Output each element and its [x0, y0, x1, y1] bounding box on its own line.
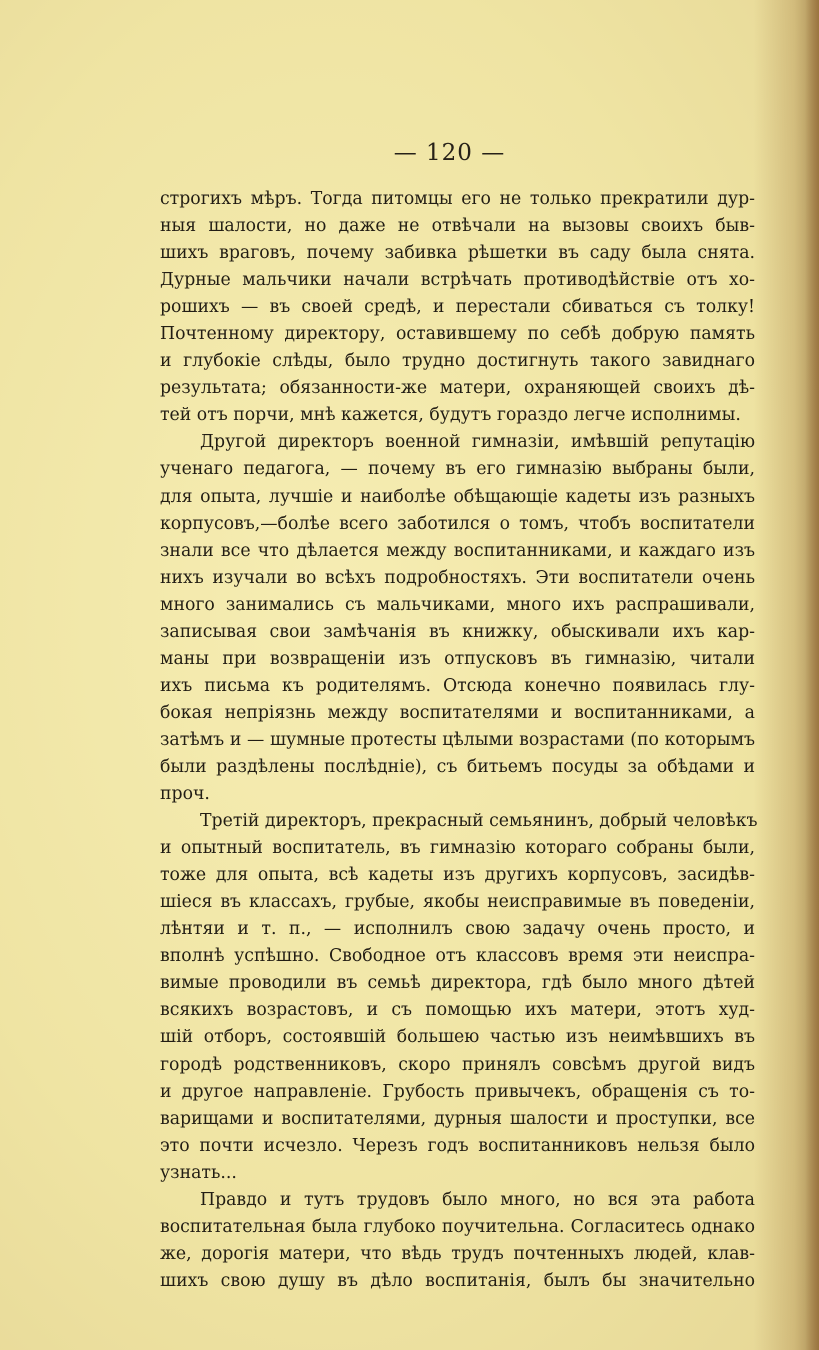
text-line: Дурные мальчики начали встрѣчать противодѣйствіе отъ хо-	[160, 270, 755, 291]
text-line: проч.	[160, 784, 210, 805]
text-line: ихъ письма къ родителямъ. Отсюда конечно появилась глу-	[160, 675, 755, 696]
text-line: маны при возвращеніи изъ отпусковъ въ гимназію, читали	[160, 648, 755, 669]
body-text	[160, 186, 758, 1295]
text-line: Другой директоръ военной гимназіи, имѣвшій репутацію	[200, 432, 755, 453]
text-line: Почтенному директору, оставившему по себѣ добрую память	[160, 324, 755, 345]
text-line: и опытный воспитатель, въ гимназію котораго собраны были,	[160, 838, 755, 859]
text-line: вимые проводили въ семьѣ директора, гдѣ было много дѣтей	[160, 973, 755, 994]
text-line: шій отборъ, состоявшій большею частью изъ неимѣвшихъ въ	[160, 1027, 755, 1048]
text-line: рошихъ — въ своей средѣ, и перестали сбиваться съ толку!	[160, 297, 755, 318]
text-line: тоже для опыта, всѣ кадеты изъ другихъ корпусовъ, засидѣв-	[160, 865, 755, 886]
text-line: бокая непріязнь между воспитателями и воспитанниками, а	[160, 702, 755, 723]
page-edge-shadow	[805, 0, 819, 1350]
text-line: строгихъ мѣръ. Тогда питомцы его не только прекратили дур-	[160, 189, 755, 209]
text-line: шихъ свою душу въ дѣло воспитанія, былъ бы значительно	[160, 1270, 755, 1291]
text-line: лѣнтяи и т. п., — исполнилъ свою задачу очень просто, и	[160, 919, 755, 940]
text-line: корпусовъ,—болѣе всего заботился о томъ, чтобъ воспитатели	[160, 513, 755, 534]
text-line: затѣмъ и — шумные протесты цѣлыми возрастами (по которымъ	[160, 729, 755, 750]
text-line: ученаго педагога, — почему въ его гимназію выбраны были,	[160, 459, 755, 480]
text-line: для опыта, лучшіе и наиболѣе обѣщающіе кадеты изъ разныхъ	[160, 486, 755, 507]
text-line: записывая свои замѣчанія въ книжку, обыскивали ихъ кар-	[160, 621, 755, 642]
text-line: узнать...	[160, 1162, 237, 1183]
text-line: тей отъ порчи, мнѣ кажется, будутъ гораздо легче исполнимы.	[160, 405, 741, 426]
text-line: результата; обязанности-же матери, охраняющей своихъ дѣ-	[160, 378, 755, 399]
text-line: же, дорогія матери, что вѣдь трудъ почтенныхъ людей, клав-	[160, 1243, 755, 1264]
text-line: воспитательная была глубоко поучительна. Согласитесь однако	[160, 1216, 755, 1237]
text-line: шіеся въ классахъ, грубые, якобы неисправимые въ поведеніи,	[160, 892, 755, 913]
text-line: всякихъ возрастовъ, и съ помощью ихъ матери, этотъ худ-	[160, 1000, 755, 1021]
text-line: вполнѣ успѣшно. Свободное отъ классовъ время эти неиспра-	[160, 946, 755, 967]
text-line: были раздѣлены послѣдніе), съ битьемъ посуды за обѣдами и	[160, 756, 755, 777]
text-line: и другое направленіе. Грубость привычекъ, обращенія съ то-	[160, 1081, 755, 1102]
text-line: городѣ родственниковъ, скоро принялъ совсѣмъ другой видъ	[160, 1054, 755, 1075]
text-line: ныя шалости, но даже не отвѣчали на вызовы своихъ быв-	[160, 216, 755, 237]
text-line: варищами и воспитателями, дурныя шалости и проступки, все	[160, 1108, 755, 1129]
text-line: много занимались съ мальчиками, много ихъ распрашивали,	[160, 594, 755, 615]
text-line: Третій директоръ, прекрасный семьянинъ, добрый человѣкъ	[200, 811, 758, 832]
text-line: Правдо и тутъ трудовъ было много, но вся эта работа	[200, 1189, 755, 1210]
text-line: нихъ изучали во всѣхъ подробностяхъ. Эти воспитатели очень	[160, 567, 755, 588]
page-number: — 120 —	[393, 140, 506, 166]
text-line: это почти исчезло. Черезъ годъ воспитанниковъ нельзя было	[160, 1135, 755, 1156]
text-line: знали все что дѣлается между воспитанниками, и каждаго изъ	[160, 540, 755, 561]
text-line: шихъ враговъ, почему забивка рѣшетки въ саду была снята.	[160, 243, 755, 264]
text-line: и глубокіе слѣды, было трудно достигнуть такого завиднаго	[160, 351, 755, 372]
